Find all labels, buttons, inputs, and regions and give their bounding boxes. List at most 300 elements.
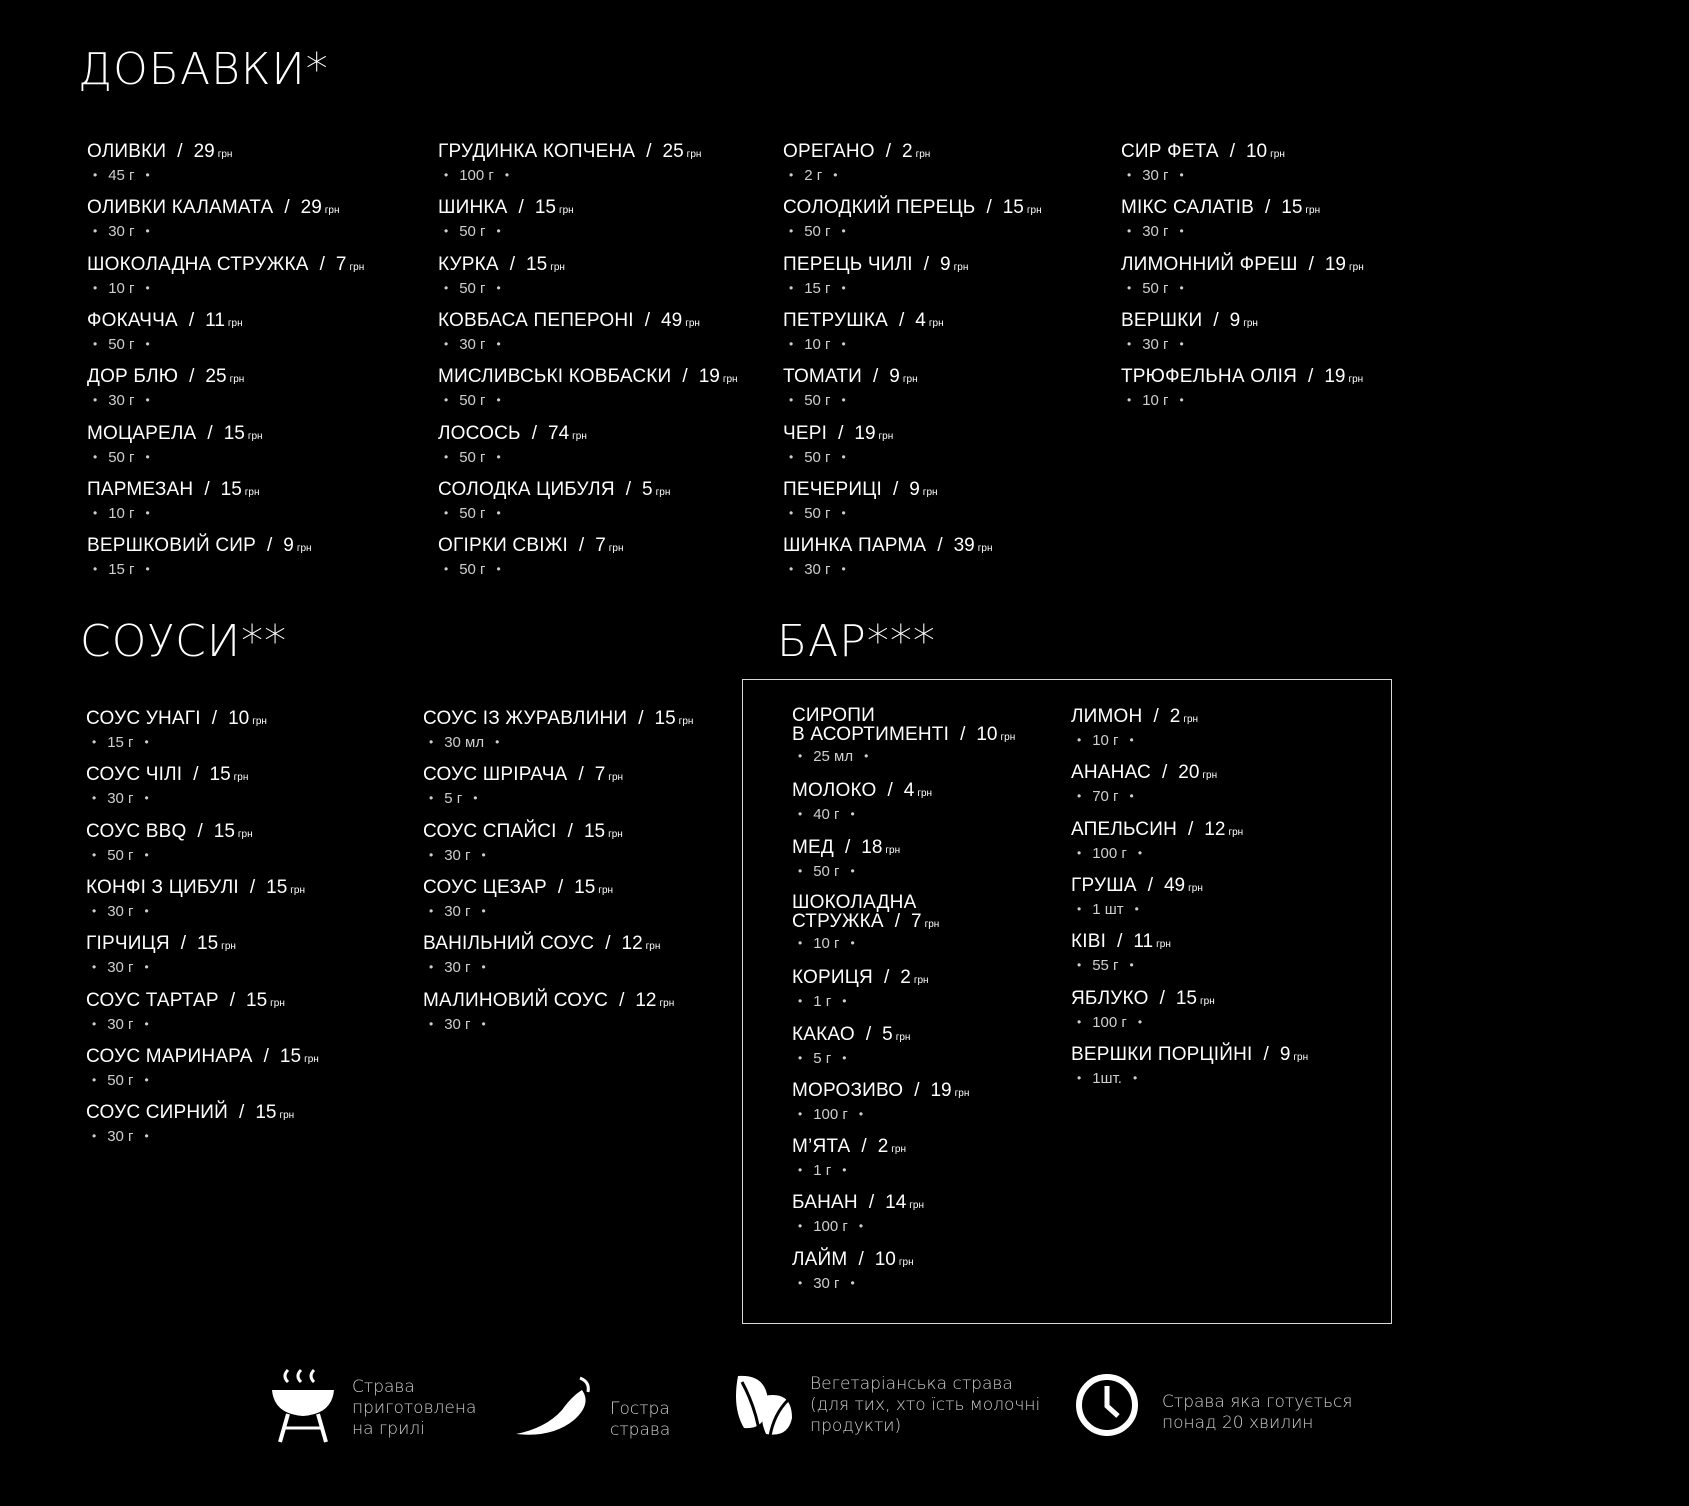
item-name: ПЕТРУШКА bbox=[783, 309, 889, 331]
item-weight: 30 г bbox=[107, 1128, 134, 1146]
currency-label: грн bbox=[290, 884, 305, 896]
item-weight: 30 мл bbox=[444, 734, 485, 751]
sauce-item: СОУС СПАЙСІ / 15 грн • 30 г • bbox=[423, 820, 623, 864]
addon-item: СОЛОДКИЙ ПЕРЕЦЬ / 15 грн • 50 г • bbox=[783, 197, 1042, 241]
item-name-line1: ШОКОЛАДНА bbox=[792, 891, 917, 913]
addon-item: МІКС САЛАТІВ / 15 грн • 30 г • bbox=[1121, 197, 1321, 241]
item-name: ГРУДИНКА КОПЧЕНА bbox=[438, 141, 636, 162]
separator: / bbox=[986, 197, 992, 219]
item-weight: 15 г bbox=[108, 561, 135, 579]
legend-text: Страва приготовлена на грилі bbox=[352, 1377, 477, 1439]
currency-label: грн bbox=[924, 918, 940, 930]
item-weight: 5 г bbox=[444, 790, 463, 808]
separator: / bbox=[204, 478, 210, 500]
item-price: 2 bbox=[900, 967, 911, 989]
currency-label: грн bbox=[686, 149, 702, 160]
item-price: 15 bbox=[266, 876, 288, 898]
item-weight: 2 г bbox=[804, 167, 823, 184]
item-name: СОЛОДКИЙ ПЕРЕЦЬ bbox=[783, 197, 976, 219]
currency-label: грн bbox=[1349, 261, 1364, 273]
item-name: ВАНІЛЬНИЙ СОУС bbox=[423, 933, 595, 955]
addon-item: ПЕРЕЦЬ ЧИЛІ / 9 грн • 15 г • bbox=[783, 253, 969, 297]
item-name: СОУС УНАГІ bbox=[86, 708, 201, 729]
item-name: ВЕРШКОВИЙ СИР bbox=[87, 535, 256, 557]
item-price: 14 bbox=[885, 1192, 907, 1214]
sauce-item: ВАНІЛЬНИЙ СОУС / 12 грн • 30 г • bbox=[423, 933, 661, 977]
item-name: ФОКАЧЧА bbox=[87, 309, 178, 331]
item-weight: 30 г bbox=[108, 392, 135, 410]
item-weight: 50 г bbox=[804, 223, 831, 241]
separator: / bbox=[319, 253, 325, 275]
item-weight: 30 г bbox=[108, 223, 135, 241]
addon-item: ПЕТРУШКА / 4 грн • 10 г • bbox=[783, 309, 944, 353]
separator: / bbox=[887, 780, 893, 802]
separator: / bbox=[861, 1136, 867, 1158]
separator: / bbox=[894, 910, 900, 932]
currency-label: грн bbox=[252, 716, 267, 727]
item-price: 25 bbox=[205, 366, 227, 388]
item-price: 9 bbox=[283, 535, 294, 557]
item-price: 4 bbox=[915, 309, 926, 331]
item-price: 10 bbox=[976, 724, 998, 745]
item-name: ГІРЧИЦЯ bbox=[86, 933, 170, 955]
currency-label: грн bbox=[1000, 732, 1016, 743]
item-price: 49 bbox=[1163, 874, 1186, 896]
item-price: 7 bbox=[335, 253, 347, 275]
item-name: ГРУША bbox=[1071, 874, 1137, 896]
addon-item: ТОМАТИ / 9 грн • 50 г • bbox=[783, 366, 918, 410]
item-price: 2 bbox=[877, 1136, 889, 1158]
sauce-item: МАЛИНОВИЙ СОУС / 12 грн • 30 г • bbox=[423, 989, 675, 1033]
bar-title: БАР*** bbox=[777, 616, 936, 667]
item-weight: 50 г bbox=[804, 392, 831, 410]
item-name: ШИНКА ПАРМА bbox=[783, 535, 927, 557]
separator: / bbox=[858, 1248, 864, 1270]
item-name: МІКС САЛАТІВ bbox=[1121, 197, 1254, 219]
item-weight: 30 г bbox=[107, 959, 134, 977]
item-price: 11 bbox=[205, 309, 225, 331]
separator: / bbox=[625, 478, 632, 500]
bar-item: КІВІ / 11 грн • 55 г • bbox=[1071, 931, 1171, 975]
item-price: 18 bbox=[861, 836, 883, 858]
item-price: 2 bbox=[902, 141, 913, 162]
separator: / bbox=[682, 366, 688, 388]
item-weight: 30 г bbox=[804, 561, 831, 579]
item-price: 15 bbox=[223, 422, 245, 444]
separator: / bbox=[914, 1079, 920, 1101]
currency-label: грн bbox=[270, 997, 285, 1009]
item-price: 19 bbox=[1324, 253, 1346, 275]
currency-label: грн bbox=[913, 975, 929, 987]
legend-item-grill bbox=[268, 1368, 476, 1449]
separator: / bbox=[266, 535, 273, 557]
separator: / bbox=[923, 253, 930, 275]
item-price: 12 bbox=[635, 989, 657, 1011]
sauce-item: СОУС ТАРТАР / 15 грн • 30 г • bbox=[86, 989, 285, 1033]
bar-item: КОРИЦЯ / 2 грн • 1 г • bbox=[792, 967, 929, 1011]
separator: / bbox=[873, 366, 879, 388]
item-price: 7 bbox=[911, 910, 922, 932]
currency-label: грн bbox=[608, 543, 624, 555]
item-price: 15 bbox=[220, 478, 242, 500]
item-price: 11 bbox=[1133, 931, 1154, 953]
sauce-item: СОУС МАРИНАРА / 15 грн • 50 г • bbox=[86, 1045, 319, 1089]
item-name: БАНАН bbox=[792, 1192, 858, 1214]
currency-label: грн bbox=[221, 941, 236, 953]
item-weight: 10 г bbox=[1142, 392, 1169, 410]
item-name: СОУС СПАЙСІ bbox=[423, 820, 557, 842]
item-name: ПАРМЕЗАН bbox=[87, 478, 194, 500]
bar-item: ГРУША / 49 грн • 1 шт • bbox=[1071, 874, 1203, 918]
currency-label: грн bbox=[229, 374, 245, 386]
currency-label: грн bbox=[296, 543, 312, 555]
separator: / bbox=[1147, 874, 1153, 896]
item-price: 74 bbox=[548, 422, 570, 444]
legend-item-vegetarian bbox=[734, 1368, 1040, 1443]
item-name: СИР ФЕТА bbox=[1121, 141, 1219, 162]
item-name: ЛАЙМ bbox=[792, 1248, 848, 1270]
addons-title: ДОБАВКИ* bbox=[78, 44, 329, 95]
item-price: 15 bbox=[574, 876, 596, 898]
currency-label: грн bbox=[1199, 995, 1215, 1007]
bar-item: ШОКОЛАДНА СТРУЖКА / 7 грн • 10 г • bbox=[792, 891, 940, 952]
item-weight: 70 г bbox=[1092, 788, 1119, 806]
currency-label: грн bbox=[977, 543, 993, 555]
item-price: 25 bbox=[662, 141, 684, 162]
addon-item: ФОКАЧЧА / 11 грн • 50 г • bbox=[87, 309, 243, 353]
separator: / bbox=[193, 764, 199, 786]
separator: / bbox=[211, 708, 218, 729]
item-weight: 50 г bbox=[107, 846, 134, 864]
item-name: СОУС ЧІЛІ bbox=[86, 764, 183, 786]
clock-icon bbox=[1074, 1372, 1140, 1443]
item-price: 19 bbox=[930, 1079, 952, 1101]
item-weight: 30 г bbox=[444, 1015, 471, 1033]
item-price: 10 bbox=[228, 708, 250, 729]
currency-label: грн bbox=[722, 374, 738, 386]
currency-label: грн bbox=[558, 205, 574, 217]
bar-item: М’ЯТА / 2 грн • 1 г • bbox=[792, 1136, 907, 1180]
currency-label: грн bbox=[598, 884, 614, 896]
currency-label: грн bbox=[1270, 149, 1285, 160]
separator: / bbox=[249, 876, 256, 898]
currency-label: грн bbox=[572, 430, 587, 442]
bar-item: КАКАО / 5 грн • 5 г • bbox=[792, 1023, 911, 1067]
bar-item: МЕД / 18 грн • 50 г • bbox=[792, 836, 901, 880]
item-name: ДОР БЛЮ bbox=[87, 366, 179, 388]
currency-label: грн bbox=[233, 772, 249, 784]
bar-item: АНАНАС / 20 грн • 70 г • bbox=[1071, 762, 1218, 806]
item-weight: 30 г bbox=[444, 846, 471, 864]
addon-item: ЛОСОСЬ / 74 грн • 50 г • bbox=[438, 422, 587, 466]
item-name: МЕД bbox=[792, 836, 834, 858]
item-weight: 50 г bbox=[804, 448, 831, 466]
item-name: КОНФІ З ЦИБУЛІ bbox=[86, 876, 239, 898]
separator: / bbox=[578, 764, 584, 786]
currency-label: грн bbox=[217, 149, 233, 160]
item-price: 19 bbox=[698, 366, 720, 388]
item-weight: 50 г bbox=[459, 448, 486, 466]
separator: / bbox=[605, 933, 611, 955]
currency-label: грн bbox=[915, 149, 931, 160]
chili-pepper-icon bbox=[512, 1372, 596, 1447]
item-name: МОЦАРЕЛА bbox=[87, 422, 197, 444]
item-name: ПЕЧЕРИЦІ bbox=[783, 478, 882, 500]
separator: / bbox=[188, 309, 195, 331]
item-price: 2 bbox=[1169, 706, 1181, 727]
item-weight: 1шт. bbox=[1092, 1069, 1122, 1087]
item-name: ПЕРЕЦЬ ЧИЛІ bbox=[783, 253, 913, 275]
item-price: 15 bbox=[654, 708, 676, 729]
separator: / bbox=[1229, 141, 1235, 162]
item-name: АПЕЛЬСИН bbox=[1071, 818, 1178, 840]
separator: / bbox=[892, 478, 899, 500]
item-name: СОЛОДКА ЦИБУЛЯ bbox=[438, 478, 615, 500]
item-weight: 5 г bbox=[813, 1049, 832, 1067]
currency-label: грн bbox=[1293, 1051, 1309, 1063]
sauce-item: КОНФІ З ЦИБУЛІ / 15 грн • 30 г • bbox=[86, 876, 305, 920]
addon-item: ЧЕРІ / 19 грн • 50 г • bbox=[783, 422, 894, 466]
item-price: 4 bbox=[903, 780, 915, 802]
currency-label: грн bbox=[891, 1144, 907, 1156]
addon-item: ГРУДИНКА КОПЧЕНА / 25 грн • 100 г • bbox=[438, 141, 702, 184]
item-weight: 100 г bbox=[459, 167, 494, 184]
item-weight: 50 г bbox=[107, 1071, 134, 1089]
addon-item: ПЕЧЕРИЦІ / 9 грн • 50 г • bbox=[783, 478, 938, 522]
currency-label: грн bbox=[550, 261, 565, 273]
bar-item: ЛИМОН / 2 грн • 10 г • bbox=[1071, 706, 1199, 749]
currency-label: грн bbox=[1243, 317, 1258, 329]
separator: / bbox=[567, 820, 573, 842]
item-weight: 30 г bbox=[1142, 167, 1169, 184]
item-name: ЯБЛУКО bbox=[1071, 987, 1149, 1009]
separator: / bbox=[844, 836, 851, 858]
currency-label: грн bbox=[227, 317, 243, 329]
item-weight: 30 г bbox=[1142, 223, 1169, 241]
item-weight: 50 г bbox=[459, 392, 486, 410]
item-price: 5 bbox=[882, 1023, 893, 1045]
sauce-item: СОУС СИРНИЙ / 15 грн • 30 г • bbox=[86, 1102, 295, 1146]
currency-label: грн bbox=[878, 430, 894, 442]
item-price: 9 bbox=[1229, 309, 1241, 331]
item-price: 10 bbox=[1245, 141, 1268, 162]
separator: / bbox=[1153, 706, 1159, 727]
item-price: 39 bbox=[953, 535, 975, 557]
currency-label: грн bbox=[324, 205, 340, 217]
currency-label: грн bbox=[645, 941, 661, 953]
separator: / bbox=[180, 933, 187, 955]
item-price: 15 bbox=[213, 820, 235, 842]
currency-label: грн bbox=[1188, 882, 1203, 894]
item-price: 12 bbox=[1204, 818, 1226, 840]
item-weight: 1 г bbox=[813, 1162, 832, 1180]
separator: / bbox=[1213, 309, 1219, 331]
item-price: 15 bbox=[583, 820, 606, 842]
currency-label: грн bbox=[608, 772, 624, 784]
item-weight: 100 г bbox=[813, 1105, 848, 1123]
item-weight: 50 г bbox=[804, 504, 831, 522]
addon-item: СИР ФЕТА / 10 грн • 30 г • bbox=[1121, 141, 1285, 184]
item-price: 9 bbox=[909, 478, 920, 500]
item-name: КОВБАСА ПЕПЕРОНІ bbox=[438, 309, 634, 331]
item-name: ВЕРШКИ ПОРЦІЙНІ bbox=[1071, 1043, 1253, 1065]
separator: / bbox=[1263, 1043, 1269, 1065]
separator: / bbox=[207, 422, 213, 444]
separator: / bbox=[1188, 818, 1194, 840]
addon-item: ОЛИВКИ КАЛАМАТА / 29 грн • 30 г • bbox=[87, 197, 340, 241]
currency-label: грн bbox=[244, 486, 260, 498]
item-price: 9 bbox=[940, 253, 951, 275]
item-name: ОЛИВКИ bbox=[87, 141, 167, 162]
grill-icon bbox=[268, 1368, 338, 1449]
item-name: ВЕРШКИ bbox=[1121, 309, 1203, 331]
currency-label: грн bbox=[885, 844, 901, 856]
currency-label: грн bbox=[895, 1031, 911, 1043]
item-weight: 15 г bbox=[107, 734, 134, 751]
item-name-line1: СИРОПИ bbox=[792, 705, 875, 726]
item-weight: 100 г bbox=[1092, 844, 1127, 862]
bar-item: МОРОЗИВО / 19 грн • 100 г • bbox=[792, 1079, 970, 1123]
item-name: СОУС ШРІРАЧА bbox=[423, 764, 568, 786]
currency-label: грн bbox=[898, 1256, 914, 1268]
item-price: 12 bbox=[621, 933, 643, 955]
currency-label: грн bbox=[685, 317, 700, 329]
separator: / bbox=[899, 309, 905, 331]
separator: / bbox=[197, 820, 203, 842]
separator: / bbox=[885, 141, 891, 162]
item-weight: 50 г bbox=[459, 279, 486, 297]
item-name: АНАНАС bbox=[1071, 762, 1151, 784]
item-name: КУРКА bbox=[438, 253, 499, 275]
item-weight: 30 г bbox=[813, 1274, 840, 1292]
item-price: 15 bbox=[1281, 197, 1303, 219]
item-name: СОУС СИРНИЙ bbox=[86, 1102, 229, 1124]
item-weight: 30 г bbox=[1142, 335, 1169, 353]
legend-item-long-cook bbox=[1074, 1372, 1352, 1443]
currency-label: грн bbox=[902, 374, 918, 386]
item-name: СОУС МАРИНАРА bbox=[86, 1045, 253, 1067]
currency-label: грн bbox=[678, 716, 694, 727]
currency-label: грн bbox=[1156, 939, 1171, 951]
separator: / bbox=[838, 422, 844, 444]
item-weight: 30 г bbox=[444, 902, 471, 920]
item-weight: 1 шт bbox=[1092, 900, 1124, 918]
separator: / bbox=[1308, 253, 1314, 275]
separator: / bbox=[177, 141, 183, 162]
item-price: 7 bbox=[594, 764, 606, 786]
item-weight: 10 г bbox=[1092, 732, 1119, 749]
separator: / bbox=[883, 967, 890, 989]
sauce-item: ГІРЧИЦЯ / 15 грн • 30 г • bbox=[86, 933, 236, 977]
item-weight: 30 г bbox=[444, 959, 471, 977]
item-name: СОУС ІЗ ЖУРАВЛИНИ bbox=[423, 708, 628, 729]
item-weight: 50 г bbox=[108, 335, 135, 353]
legend-text: Страва яка готується понад 20 хвилин bbox=[1162, 1391, 1353, 1433]
currency-label: грн bbox=[655, 486, 671, 498]
separator: / bbox=[263, 1045, 269, 1067]
currency-label: грн bbox=[279, 1110, 295, 1122]
separator: / bbox=[284, 197, 290, 219]
bar-item: БАНАН / 14 грн • 100 г • bbox=[792, 1192, 924, 1236]
addon-item: КОВБАСА ПЕПЕРОНІ / 49 грн • 30 г • bbox=[438, 309, 700, 353]
item-weight: 45 г bbox=[108, 167, 135, 184]
sauce-item: СОУС ШРІРАЧА / 7 грн • 5 г • bbox=[423, 764, 624, 808]
item-price: 9 bbox=[889, 366, 900, 388]
addon-item: ОГІРКИ СВІЖІ / 7 грн • 50 г • bbox=[438, 535, 624, 579]
item-name: МОРОЗИВО bbox=[792, 1079, 904, 1101]
item-name: КАКАО bbox=[792, 1023, 855, 1045]
separator: / bbox=[1264, 197, 1271, 219]
item-weight: 50 г bbox=[813, 862, 840, 880]
currency-label: грн bbox=[237, 828, 253, 840]
item-name: М’ЯТА bbox=[792, 1136, 851, 1158]
item-weight: 40 г bbox=[813, 806, 840, 824]
item-name: ШИНКА bbox=[438, 197, 508, 219]
currency-label: грн bbox=[953, 261, 969, 273]
item-price: 5 bbox=[642, 478, 653, 500]
item-weight: 100 г bbox=[1092, 1013, 1127, 1031]
currency-label: грн bbox=[1305, 205, 1321, 217]
separator: / bbox=[868, 1192, 875, 1214]
item-name: СОУС ЦЕЗАР bbox=[423, 876, 547, 898]
separator: / bbox=[509, 253, 516, 275]
addon-item: МИСЛИВСЬКІ КОВБАСКИ / 19 грн • 50 г • bbox=[438, 366, 738, 410]
item-name: МОЛОКО bbox=[792, 780, 877, 802]
item-name: ТРЮФЕЛЬНА ОЛІЯ bbox=[1121, 366, 1298, 388]
currency-label: грн bbox=[917, 788, 933, 800]
item-price: 15 bbox=[197, 933, 219, 955]
bar-item: ЯБЛУКО / 15 грн • 100 г • bbox=[1071, 987, 1215, 1031]
addon-item: ВЕРШКИ / 9 грн • 30 г • bbox=[1121, 309, 1258, 353]
bar-item: ВЕРШКИ ПОРЦІЙНІ / 9 грн • 1шт. • bbox=[1071, 1043, 1309, 1087]
currency-label: грн bbox=[1026, 205, 1042, 217]
item-weight: 100 г bbox=[813, 1218, 848, 1236]
separator: / bbox=[531, 422, 538, 444]
sauces-title: СОУСИ** bbox=[80, 616, 288, 667]
item-weight: 50 г bbox=[108, 448, 135, 466]
separator: / bbox=[638, 708, 644, 729]
legend bbox=[0, 1368, 1689, 1468]
currency-label: грн bbox=[1348, 374, 1364, 386]
item-name: ОГІРКИ СВІЖІ bbox=[438, 535, 568, 557]
item-name: ОРЕГАНО bbox=[783, 141, 875, 162]
separator: / bbox=[1159, 987, 1165, 1009]
currency-label: грн bbox=[349, 261, 365, 273]
separator: / bbox=[644, 309, 651, 331]
item-name: ЧЕРІ bbox=[783, 422, 828, 444]
item-price: 15 bbox=[534, 197, 556, 219]
item-name: КІВІ bbox=[1071, 931, 1107, 953]
item-name: ТОМАТИ bbox=[783, 366, 863, 388]
item-name: ЛИМОННИЙ ФРЕШ bbox=[1121, 253, 1298, 275]
item-name: ЛИМОН bbox=[1071, 706, 1143, 727]
addon-item: ВЕРШКОВИЙ СИР / 9 грн • 15 г • bbox=[87, 535, 312, 579]
sauce-item: СОУС ІЗ ЖУРАВЛИНИ / 15 грн • 30 мл • bbox=[423, 708, 694, 751]
item-name: ШОКОЛАДНА СТРУЖКА bbox=[87, 253, 309, 275]
currency-label: грн bbox=[1183, 714, 1199, 725]
item-price: 15 bbox=[246, 989, 268, 1011]
addon-item: ШИНКА / 15 грн • 50 г • bbox=[438, 197, 574, 241]
item-weight: 10 г bbox=[108, 279, 135, 297]
separator: / bbox=[646, 141, 652, 162]
sauce-item: СОУС УНАГІ / 10 грн • 15 г • bbox=[86, 708, 267, 751]
separator: / bbox=[1308, 366, 1314, 388]
bar-item: ЛАЙМ / 10 грн • 30 г • bbox=[792, 1248, 914, 1292]
item-name: КОРИЦЯ bbox=[792, 967, 873, 989]
separator: / bbox=[239, 1102, 245, 1124]
addon-item: ОЛИВКИ / 29 грн • 45 г • bbox=[87, 141, 233, 184]
item-price: 20 bbox=[1178, 762, 1200, 784]
